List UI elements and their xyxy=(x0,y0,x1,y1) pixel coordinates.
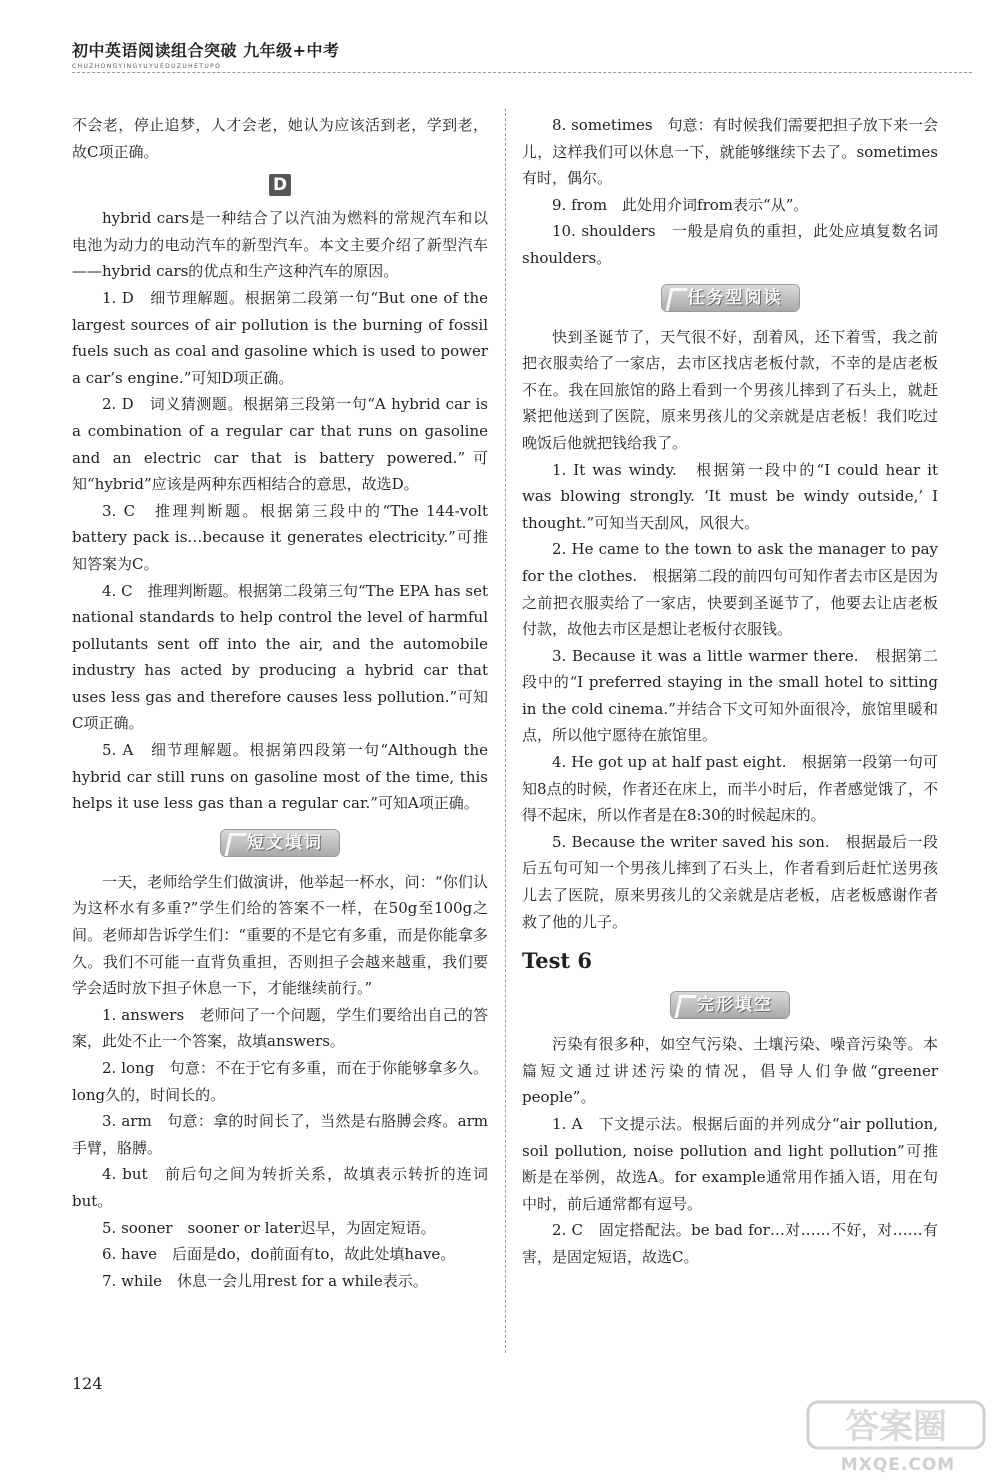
page-number: 124 xyxy=(72,1374,103,1393)
banner-pencil-icon xyxy=(225,833,247,856)
section-banner-fill xyxy=(72,821,488,865)
answer-item: 1. answers 老师问了一个问题，学生们要给出自己的答案，此处不止一个答案，故填answers。 xyxy=(72,1005,488,1051)
answer-item: 8. sometimes 句意：有时候我们需要把担子放下来一会儿，这样我们可以休息一下，就能够继续下去了。sometimes有时，偶尔。 xyxy=(522,116,938,188)
answer-item: 4. C 推理判断题。根据第二段第三句“The EPA has set national standards to help control the level of harmful pollutants sent off into the air, and the automobile industry has acted by producing a hybrid car that uses less gas and therefore causes less pollution.”可知C项正确。 xyxy=(72,581,488,733)
section-banner-cloze xyxy=(522,983,938,1027)
banner-label xyxy=(662,285,799,311)
book-title: 初中英语阅读组合突破 九年级+中考 xyxy=(72,41,340,60)
banner-text: 任务型阅读 xyxy=(687,287,783,308)
answer-item: 5. sooner sooner or later迟早，为固定短语。 xyxy=(102,1218,436,1237)
banner-pencil-icon xyxy=(665,288,687,311)
banner-text: 完形填空 xyxy=(697,995,773,1016)
header-rule xyxy=(72,72,972,73)
test-heading: Test 6 xyxy=(522,948,593,974)
answer-item: 3. Because it was a little warmer there. 根据第二段中的“I preferred staying in the small hotel to sitting in the cold cinema.”并结合下文可知外面很冷，旅馆里暖和点，所以他宁愿待在旅馆里。 xyxy=(522,646,938,745)
cloze-intro: 污染有很多种，如空气污染、土壤污染、噪音污染等。本篇短文通过讲述污染的情况，倡导人们争做“greener people”。 xyxy=(522,1035,938,1107)
answer-item: 6. have 后面是do，do前面有to，故此处填have。 xyxy=(102,1245,456,1264)
answer-item: 7. while 休息一会儿用rest for a while表示。 xyxy=(102,1271,428,1290)
watermark-logo xyxy=(806,1398,996,1476)
answer-item: 3. arm 句意：拿的时间长了，当然是右胳膊会疼。arm手臂，胳膊。 xyxy=(72,1112,488,1157)
answer-item: 5. A 细节理解题。根据第四段第一句“Although the hybrid car still runs on gasoline most of the time, this helps it use less gas than a regular car.”可知A项正确。 xyxy=(72,741,488,813)
answer-item: 9. from 此处用介词from表示“从”。 xyxy=(552,195,809,214)
banner-label xyxy=(671,992,789,1018)
answer-item: 4. He got up at half past eight. 根据第一段第一句可知8点的时候，作者还在床上，而半小时后，作者感觉饿了，不得不起床，所以作者是在8:30的时候起床的。 xyxy=(522,753,938,825)
section-d-marker xyxy=(72,165,488,205)
task-intro: 快到圣诞节了，天气很不好，刮着风，还下着雪，我之前把衣服卖给了一家店，去市区找店老板付款，不幸的是店老板不在。我在回旅馆的路上看到一个男孩儿摔到了石头上，就赶紧把他送到了医院，原来男孩儿的父亲就是店老板！我们吃过晚饭后他就把钱给我了。 xyxy=(522,327,938,452)
answer-item: 2. C 固定搭配法。be bad for…对……不好，对……有害，是固定短语，故选C。 xyxy=(522,1221,938,1266)
section-banner-task xyxy=(522,276,938,320)
answer-item: 3. C 推理判断题。根据第三段中的“The 144-volt battery pack is…because it generates electricity.”可推知答案为C。 xyxy=(72,501,488,573)
section-d-letter: D xyxy=(269,174,291,196)
intro-tail: 不会老，停止追梦，人才会老，她认为应该活到老，学到老，故C项正确。 xyxy=(72,116,488,161)
book-title-pinyin: CHUZHONGYINGYUYUEDUZUHETUPO xyxy=(72,63,222,70)
answer-item: 1. It was windy. 根据第一段中的“I could hear it was blowing strongly. ‘It must be windy outside,’ I thought.”可知当天刮风，风很大。 xyxy=(522,460,938,532)
answer-item: 2. He came to the town to ask the manager to pay for the clothes. 根据第二段的前四句可知作者去市区是因为之前把衣服卖给了一家店，快要到圣诞节了，他要去让店老板付款，故他去市区是想让老板付衣服钱。 xyxy=(522,540,938,639)
column-divider xyxy=(505,108,506,1353)
left-column xyxy=(72,112,488,1294)
answer-item: 1. D 细节理解题。根据第二段第一句“But one of the largest sources of air pollution is the burning of fossil fuels such as coal and gasoline which is used to power a car’s engine.”可知D项正确。 xyxy=(72,288,488,387)
answer-item: 2. long 句意：不在于它有多重，而在于你能够拿多久。long久的，时间长的。 xyxy=(72,1059,488,1104)
answer-item: 2. D 词义猜测题。根据第三段第一句“A hybrid car is a combination of a regular car that runs on gasoline and an electric car that is battery powered.”可知“hybrid”应该是两种东西相结合的意思，故选D。 xyxy=(72,395,488,494)
fill-intro: 一天，老师给学生们做演讲，他举起一杯水，问：“你们认为这杯水有多重?”学生们给的答案不一样，在50g至100g之间。老师却告诉学生们：“重要的不是它有多重，而是你能拿多久。我们不可能一直背负重担，否则担子会越来越重，我们要学会适时放下担子休息一下，才能继续前行。” xyxy=(72,872,488,998)
answer-item: 5. Because the writer saved his son. 根据最后一段后五句可知一个男孩儿摔到了石头上，作者看到后赶忙送男孩儿去了医院，原来男孩儿的父亲就是店老板，店老板感谢作者救了他的儿子。 xyxy=(522,832,938,931)
answer-item: 4. but 前后句之间为转折关系，故填表示转折的连词but。 xyxy=(72,1165,488,1210)
answer-item: 10. shoulders 一般是肩负的重担，此处应填复数名词shoulders。 xyxy=(522,222,938,267)
banner-label xyxy=(221,830,339,856)
watermark-url: MXQE.COM xyxy=(840,1455,956,1475)
right-column xyxy=(522,112,938,1271)
banner-text: 短文填词 xyxy=(247,832,323,853)
section-d-intro: hybrid cars是一种结合了以汽油为燃料的常规汽车和以电池为动力的电动汽车的新型汽车。本文主要介绍了新型汽车——hybrid cars的优点和生产这种汽车的原因。 xyxy=(72,209,488,281)
banner-pencil-icon xyxy=(675,995,697,1018)
page-header xyxy=(72,38,972,78)
watermark-chinese: 答案圈 xyxy=(845,1407,947,1447)
answer-item: 1. A 下文提示法。根据后面的并列成分“air pollution, soil pollution, noise pollution and light pollution”可推断是在举例，故选A。for example通常用作插入语，用在句中时，前后通常都有逗号。 xyxy=(522,1115,938,1213)
